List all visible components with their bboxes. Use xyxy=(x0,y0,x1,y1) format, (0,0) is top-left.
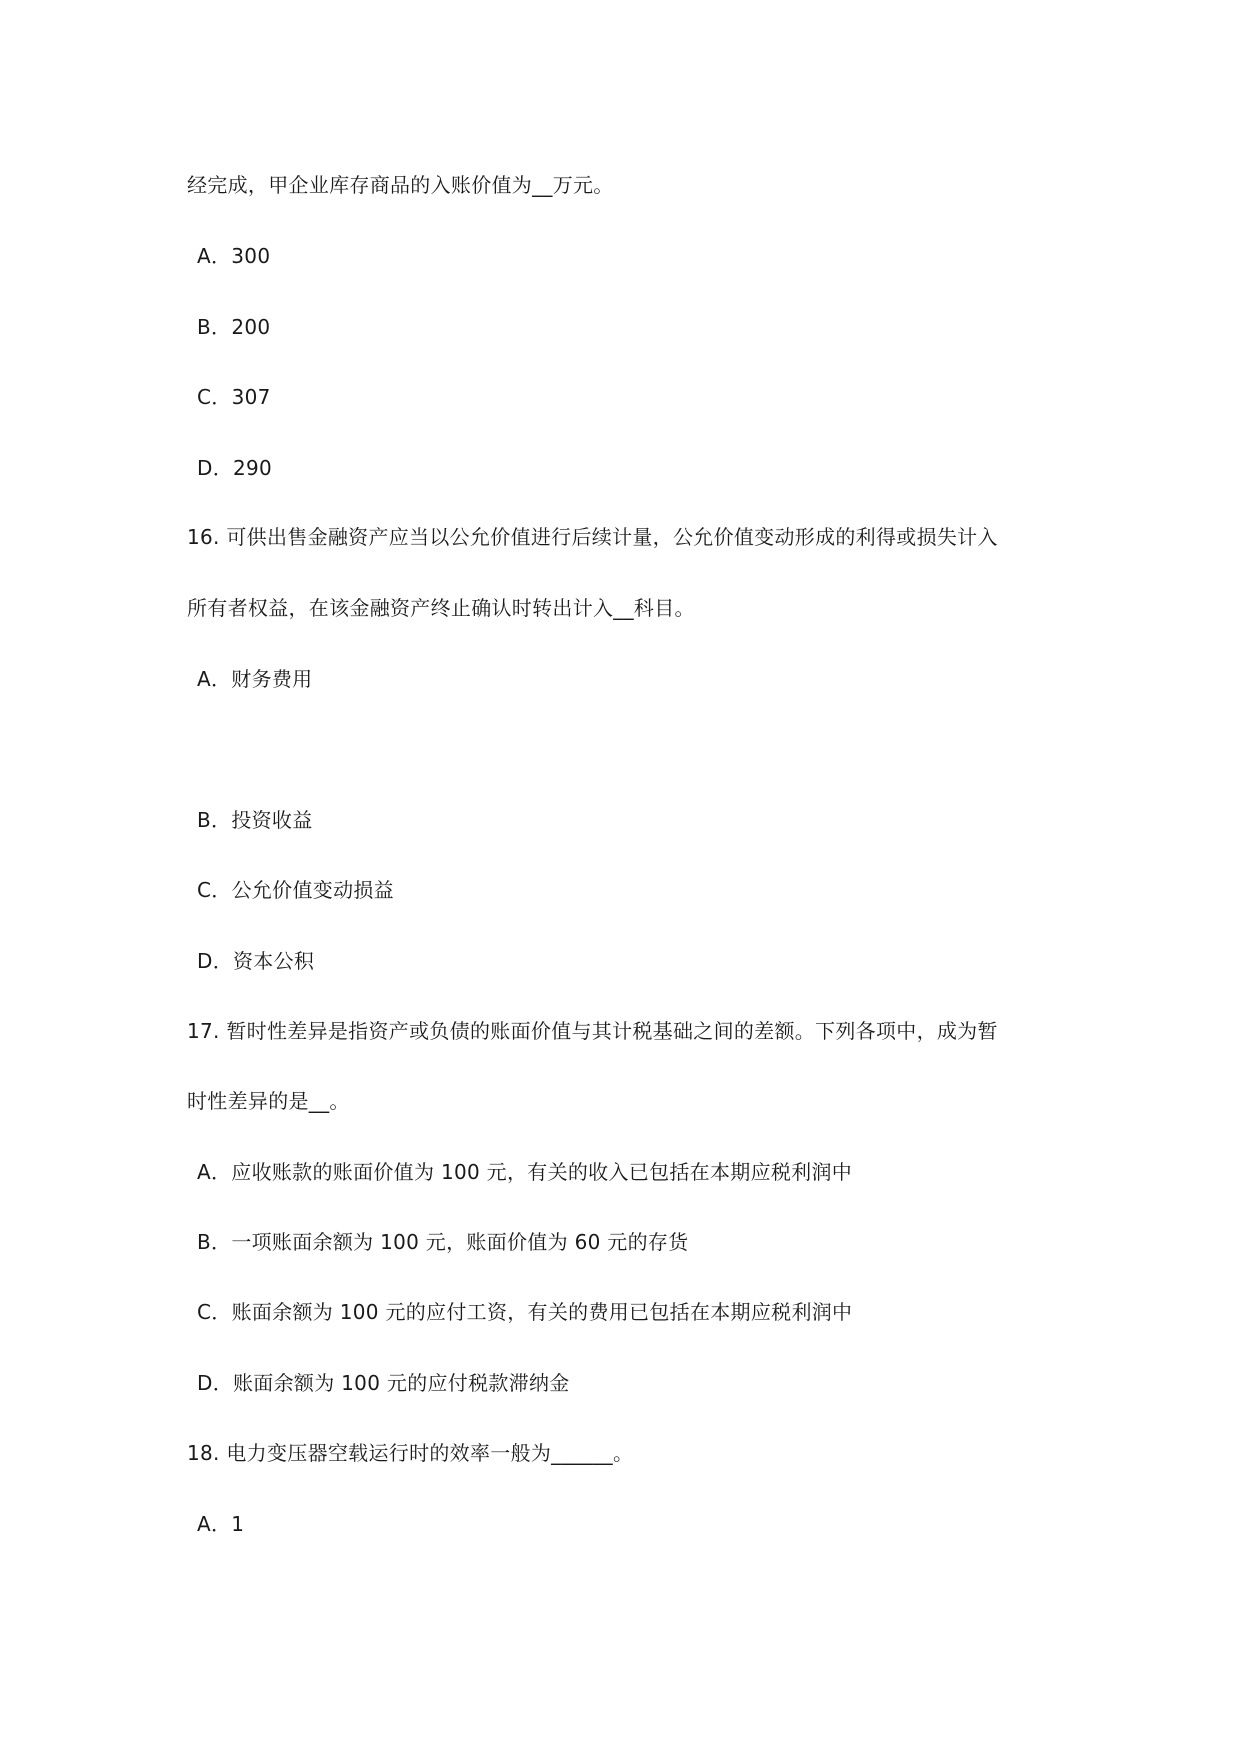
q16-stem-line2: 所有者权益，在该金融资产终止确认时转出计入__科目。 xyxy=(187,596,695,620)
question-15-continuation: 经完成，甲企业库存商品的入账价值为__万元。 xyxy=(187,173,614,197)
q17-stem-line2: 时性差异的是__。 xyxy=(187,1089,350,1113)
q16-option-b: B．投资收益 xyxy=(197,808,313,832)
q15-option-a: A．300 xyxy=(197,244,271,268)
q17-option-a: A．应收账款的账面价值为 100 元，有关的收入已包括在本期应税利润中 xyxy=(197,1160,853,1184)
q15-option-c: C．307 xyxy=(197,385,271,409)
q15-option-b: B．200 xyxy=(197,315,271,339)
q16-option-a: A．财务费用 xyxy=(197,667,313,691)
q16-option-c: C．公允价值变动损益 xyxy=(197,878,394,902)
q15-option-d: D．290 xyxy=(197,456,273,480)
q17-option-b: B．一项账面余额为 100 元，账面价值为 60 元的存货 xyxy=(197,1230,689,1254)
q17-option-c: C．账面余额为 100 元的应付工资，有关的费用已包括在本期应税利润中 xyxy=(197,1300,853,1324)
q17-option-d: D．账面余额为 100 元的应付税款滞纳金 xyxy=(197,1371,570,1395)
q18-stem-line1: 18. 电力变压器空载运行时的效率一般为______。 xyxy=(187,1441,634,1465)
q17-stem-line1: 17. 暂时性差异是指资产或负债的账面价值与其计税基础之间的差额。下列各项中，成为暂 xyxy=(187,1019,998,1043)
q16-stem-line1: 16. 可供出售金融资产应当以公允价值进行后续计量，公允价值变动形成的利得或损失计入 xyxy=(187,525,998,549)
q18-option-a: A．1 xyxy=(197,1512,245,1536)
q16-option-d: D．资本公积 xyxy=(197,949,315,973)
